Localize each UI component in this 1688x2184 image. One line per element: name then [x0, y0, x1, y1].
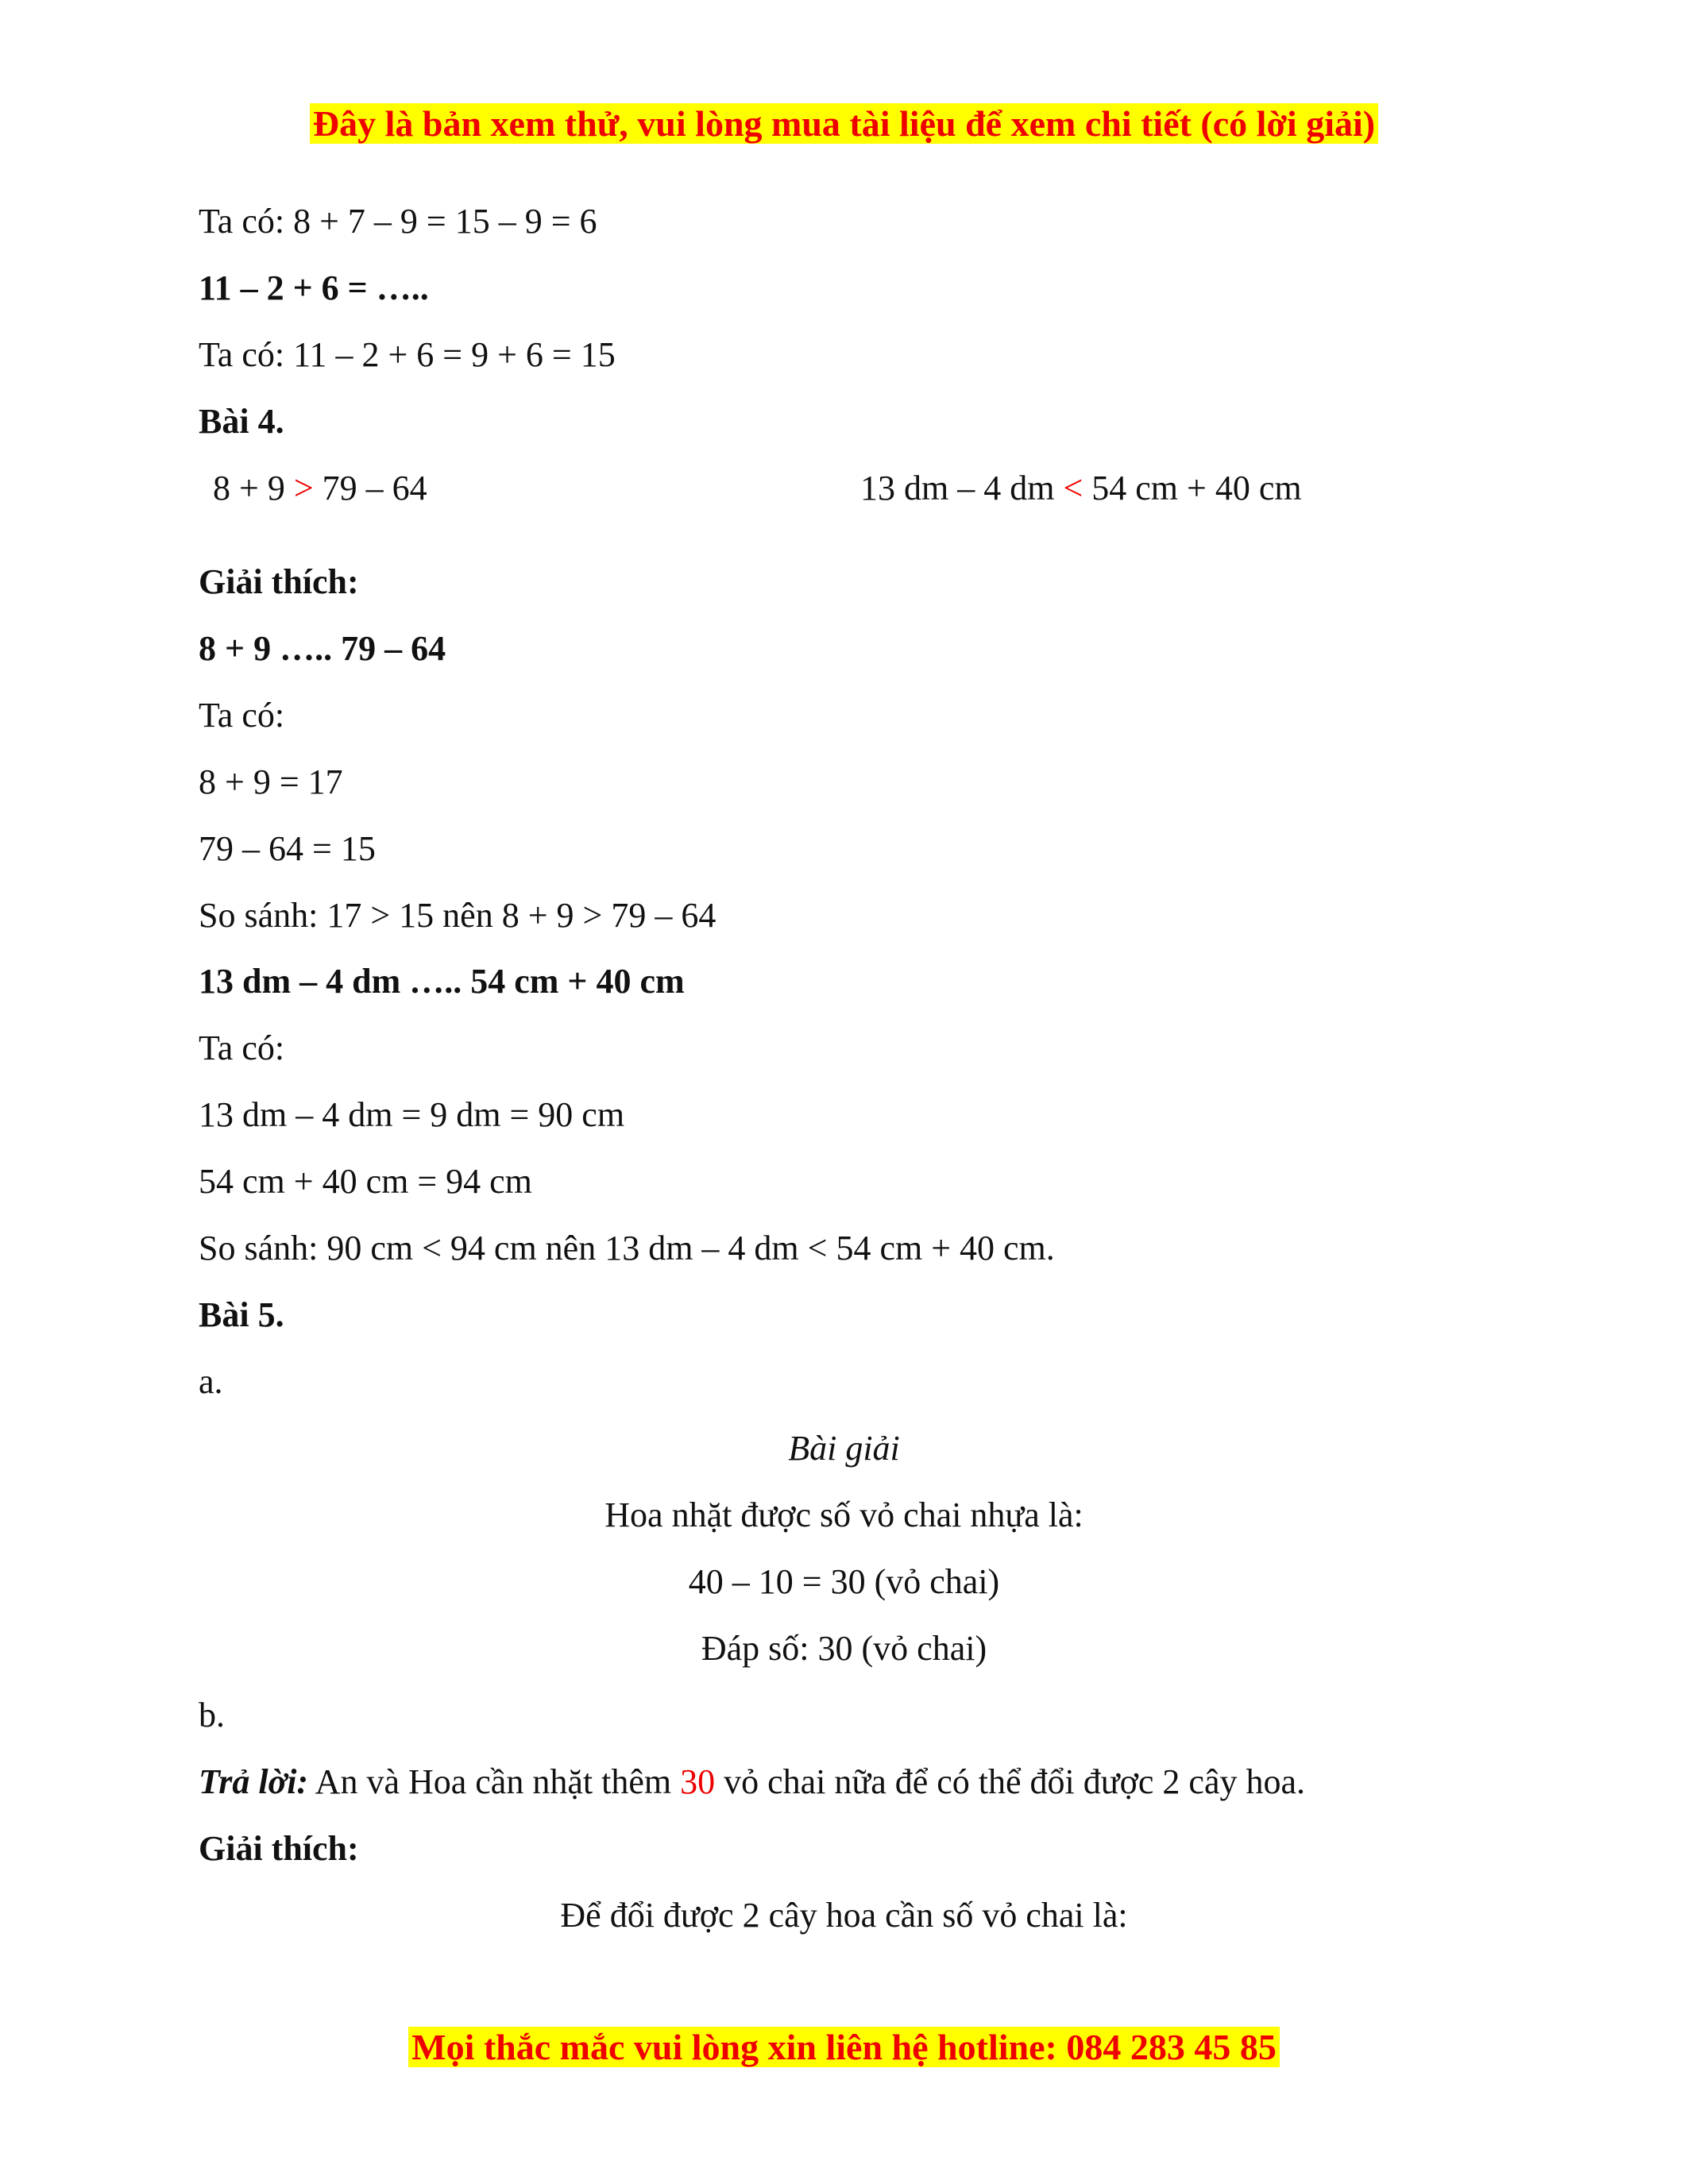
- text-line: Ta có: 8 + 7 – 9 = 15 – 9 = 6: [199, 202, 597, 241]
- text-line: 79 – 64 = 15: [199, 829, 376, 868]
- comparison-left: 8 + 9: [213, 469, 285, 507]
- exercise-question: 13 dm – 4 dm ….. 54 cm + 40 cm: [199, 962, 685, 1001]
- exercise-heading-bai4: Bài 4.: [199, 402, 284, 441]
- comparison-sign: <: [1063, 469, 1083, 507]
- solution-heading: Bài giải: [788, 1429, 900, 1468]
- answer-text: An và Hoa cần nhặt thêm: [308, 1762, 681, 1801]
- text-line: 8 + 9 = 17: [199, 762, 343, 801]
- preview-notice-text: Đây là bản xem thử, vui lòng mua tài liệu để xem chi tiết (có lời giải): [310, 103, 1378, 144]
- solution-line: Để đổi được 2 cây hoa cần số vỏ chai là:: [560, 1896, 1128, 1935]
- text-line: So sánh: 90 cm < 94 cm nên 13 dm – 4 dm < 54 cm + 40 cm.: [199, 1229, 1055, 1268]
- comparison-right: 79 – 64: [322, 469, 427, 507]
- exercise-question: 11 – 2 + 6 = …..: [199, 268, 429, 307]
- section-heading-giai-thich: Giải thích:: [199, 1829, 359, 1868]
- part-label-a: a.: [199, 1362, 223, 1401]
- solution-line: Hoa nhặt được số vỏ chai nhựa là:: [605, 1495, 1083, 1534]
- preview-notice-banner: [0, 100, 1688, 148]
- text-line: 13 dm – 4 dm = 9 dm = 90 cm: [199, 1095, 625, 1134]
- section-heading-giai-thich: Giải thích:: [199, 562, 359, 601]
- answer-text: vỏ chai nữa để có thể đổi được 2 cây hoa.: [715, 1762, 1306, 1801]
- answer-number: 30: [680, 1762, 716, 1801]
- text-line: Ta có: 11 – 2 + 6 = 9 + 6 = 15: [199, 335, 616, 374]
- comparison-answer-2: [860, 466, 1302, 511]
- comparison-right: 54 cm + 40 cm: [1091, 469, 1302, 507]
- hotline-banner: [0, 2024, 1688, 2071]
- answer-line: [199, 1760, 1305, 1804]
- text-line: 54 cm + 40 cm = 94 cm: [199, 1162, 532, 1201]
- hotline-text: Mọi thắc mắc vui lòng xin liên hệ hotline: 084 283 45 85: [408, 2027, 1280, 2067]
- comparison-left: 13 dm – 4 dm: [860, 469, 1055, 507]
- comparison-sign: >: [293, 469, 314, 507]
- part-label-b: b.: [199, 1696, 225, 1734]
- text-line: So sánh: 17 > 15 nên 8 + 9 > 79 – 64: [199, 896, 717, 935]
- text-line: Ta có:: [199, 696, 285, 735]
- text-line: Ta có:: [199, 1028, 285, 1067]
- solution-line: 40 – 10 = 30 (vỏ chai): [688, 1562, 1000, 1601]
- exercise-heading-bai5: Bài 5.: [199, 1295, 284, 1334]
- comparison-answer-1: [213, 466, 427, 511]
- solution-answer: Đáp số: 30 (vỏ chai): [701, 1629, 987, 1668]
- exercise-question: 8 + 9 ….. 79 – 64: [199, 629, 446, 668]
- answer-label: Trả lời:: [199, 1762, 309, 1801]
